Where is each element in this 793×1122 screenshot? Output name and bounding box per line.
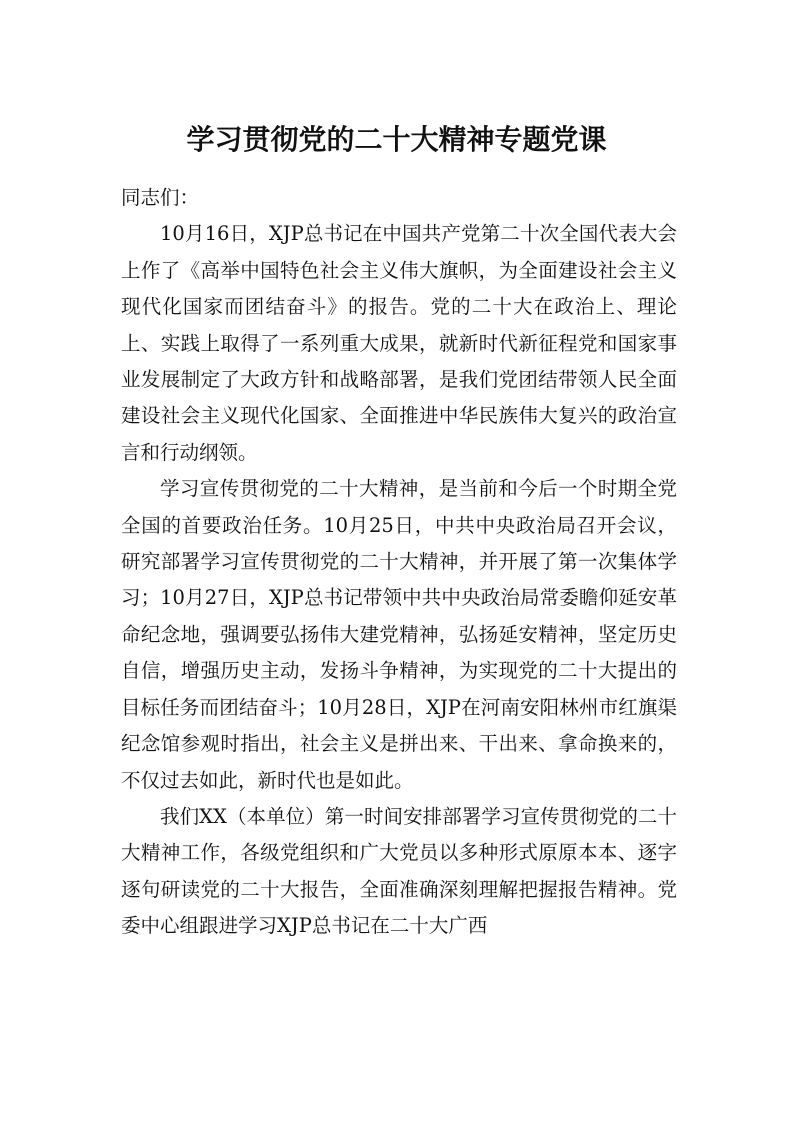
paragraph-2: 学习宣传贯彻党的二十大精神，是当前和今后一个时期全党全国的首要政治任务。10月25日，中共中央政治局召开会议，研究部署学习宣传贯彻党的二十大精神，并开展了第一次集体学习；10月27日，XJP总书记带领中共中央政治局常委瞻仰延安革命纪念地，强调要弘扬伟大建党精神，弘扬延安精神，坚定历史自信，增强历史主动，发扬斗争精神，为实现党的二十大提出的目标任务而团结奋斗；10月28日，XJP在河南安阳林州市红旗渠纪念馆参观时指出，社会主义是拼出来、干出来、拿命换来的，不仅过去如此，新时代也是如此。 xyxy=(121,477,677,792)
paragraph-1: 10月16日，XJP总书记在中国共产党第二十次全国代表大会上作了《高举中国特色社会主义伟大旗帜，为全面建设社会主义现代化国家而团结奋斗》的报告。党的二十大在政治上、理论上、实践上取得了一系列重大成果，就新时代新征程党和国家事业发展制定了大政方针和战略部署，是我们党团结带领人民全面建设社会主义现代化国家、全面推进中华民族伟大复兴的政治宣言和行动纲领。 xyxy=(121,222,677,464)
document-title: 学习贯彻党的二十大精神专题党课 xyxy=(186,123,607,156)
salutation: 同志们： xyxy=(121,186,200,209)
document-body xyxy=(121,180,677,945)
paragraph-3: 我们XX（本单位）第一时间安排部署学习宣传贯彻党的二十大精神工作，各级党组织和广大党员以多种形式原原本本、逐字逐句研读党的二十大报告，全面准确深刻理解把握报告精神。党委中心组跟进学习XJP总书记在二十大广西 xyxy=(121,804,677,938)
